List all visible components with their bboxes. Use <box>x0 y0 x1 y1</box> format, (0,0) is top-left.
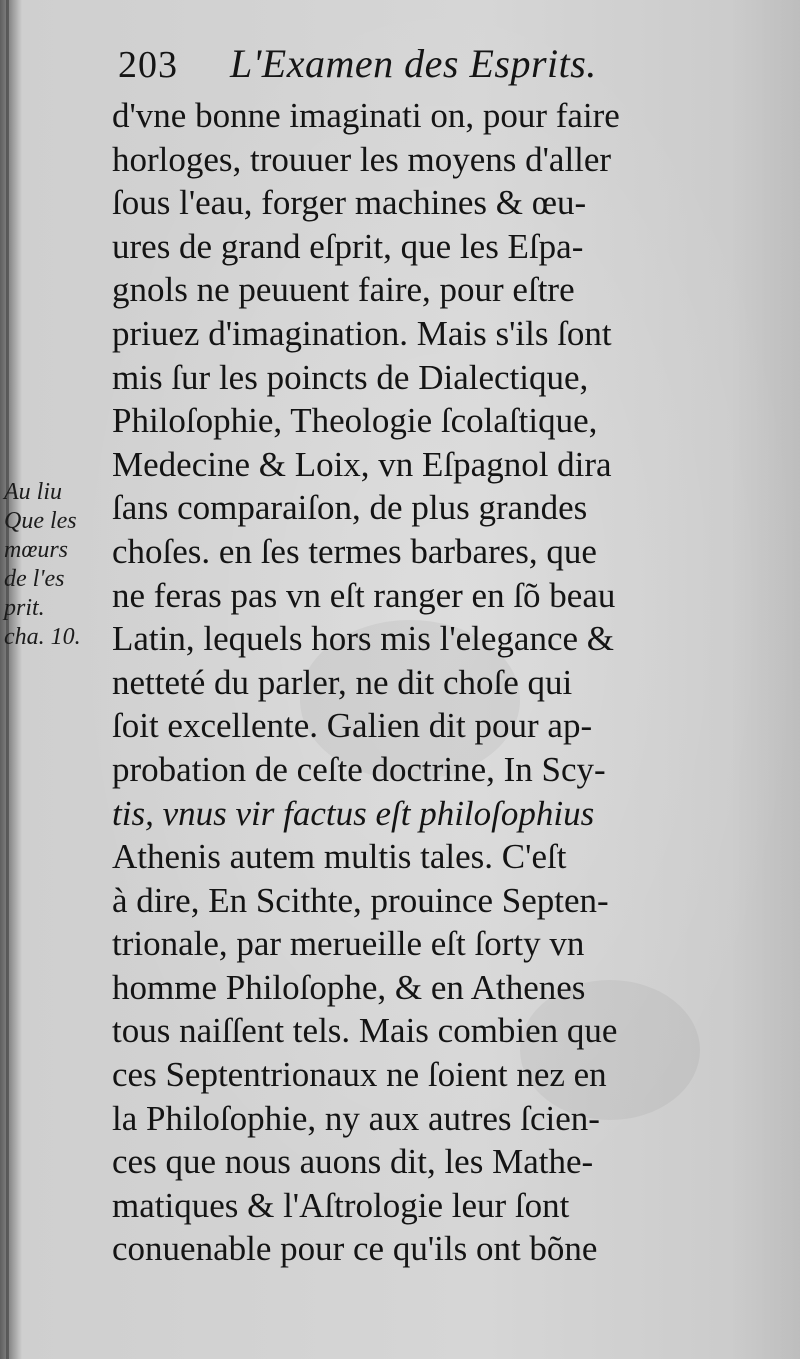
text-line: trionale, par merueille eſt ſorty vn <box>112 924 585 964</box>
text-line: conuenable pour ce qu'ils ont bõne <box>112 1229 598 1269</box>
text-line: ures de grand eſprit, que les Eſpa- <box>112 226 584 266</box>
text-line: ces Septentrionaux ne ſoient nez en <box>112 1055 607 1095</box>
text-line: la Philoſophie, ny aux autres ſcien- <box>112 1098 600 1138</box>
text-line: mis ſur les poincts de Dialectique, <box>112 357 589 397</box>
text-line: Philoſophie, Theologie ſcolaſtique, <box>112 401 598 441</box>
text-line: horloges, trouuer les moyens d'aller <box>112 139 612 179</box>
body-text <box>112 94 712 1271</box>
margin-note-line: mœurs <box>4 537 69 563</box>
margin-note-line: de l'es <box>4 566 65 592</box>
margin-note-line: Que les <box>4 508 77 534</box>
text-line: probation de ceſte doctrine, In Scy- <box>112 749 606 789</box>
text-line: à dire, En Scithte, prouince Septen- <box>112 880 609 920</box>
text-line: gnols ne peuuent faire, pour eſtre <box>112 270 575 310</box>
latin-quote-line: tis, vnus vir factus eſt philoſophius <box>112 793 595 833</box>
text-line: d'vne bonne imaginati on, pour faire <box>112 96 620 135</box>
text-line: netteté du parler, ne dit choſe qui <box>112 662 573 702</box>
page-edge-shadow <box>730 0 800 1359</box>
margin-note-line: Au liu <box>4 479 62 505</box>
text-line: ſans comparaiſon, de plus grandes <box>112 488 588 528</box>
binding-gutter <box>6 0 9 1359</box>
text-line: ſoit excellente. Galien dit pour ap- <box>112 706 593 746</box>
page-number: 203 <box>118 44 178 86</box>
text-line: Athenis autem multis tales. C'eſt <box>112 837 567 877</box>
text-line: matiques & l'Aſtrologie leur ſont <box>112 1185 570 1225</box>
text-line: ſous l'eau, forger machines & œu- <box>112 183 587 223</box>
text-line: homme Philoſophe, & en Athenes <box>112 967 586 1007</box>
text-line: tous naiſſent tels. Mais combien que <box>112 1011 618 1051</box>
running-head <box>118 40 678 84</box>
margin-note-line: prit. <box>4 595 45 621</box>
running-title: L'Examen des Esprits. <box>230 41 597 86</box>
text-line: choſes. en ſes termes barbares, que <box>112 531 597 571</box>
text-line: priuez d'imagination. Mais s'ils ſont <box>112 313 612 353</box>
text-line: ne feras pas vn eſt ranger en ſõ beau <box>112 575 616 615</box>
text-line: Medecine & Loix, vn Eſpagnol dira <box>112 444 612 484</box>
text-line: Latin, lequels hors mis l'elegance & <box>112 619 614 659</box>
text-line: ces que nous auons dit, les Mathe- <box>112 1142 594 1182</box>
margin-note-line: cha. 10. <box>4 624 81 650</box>
